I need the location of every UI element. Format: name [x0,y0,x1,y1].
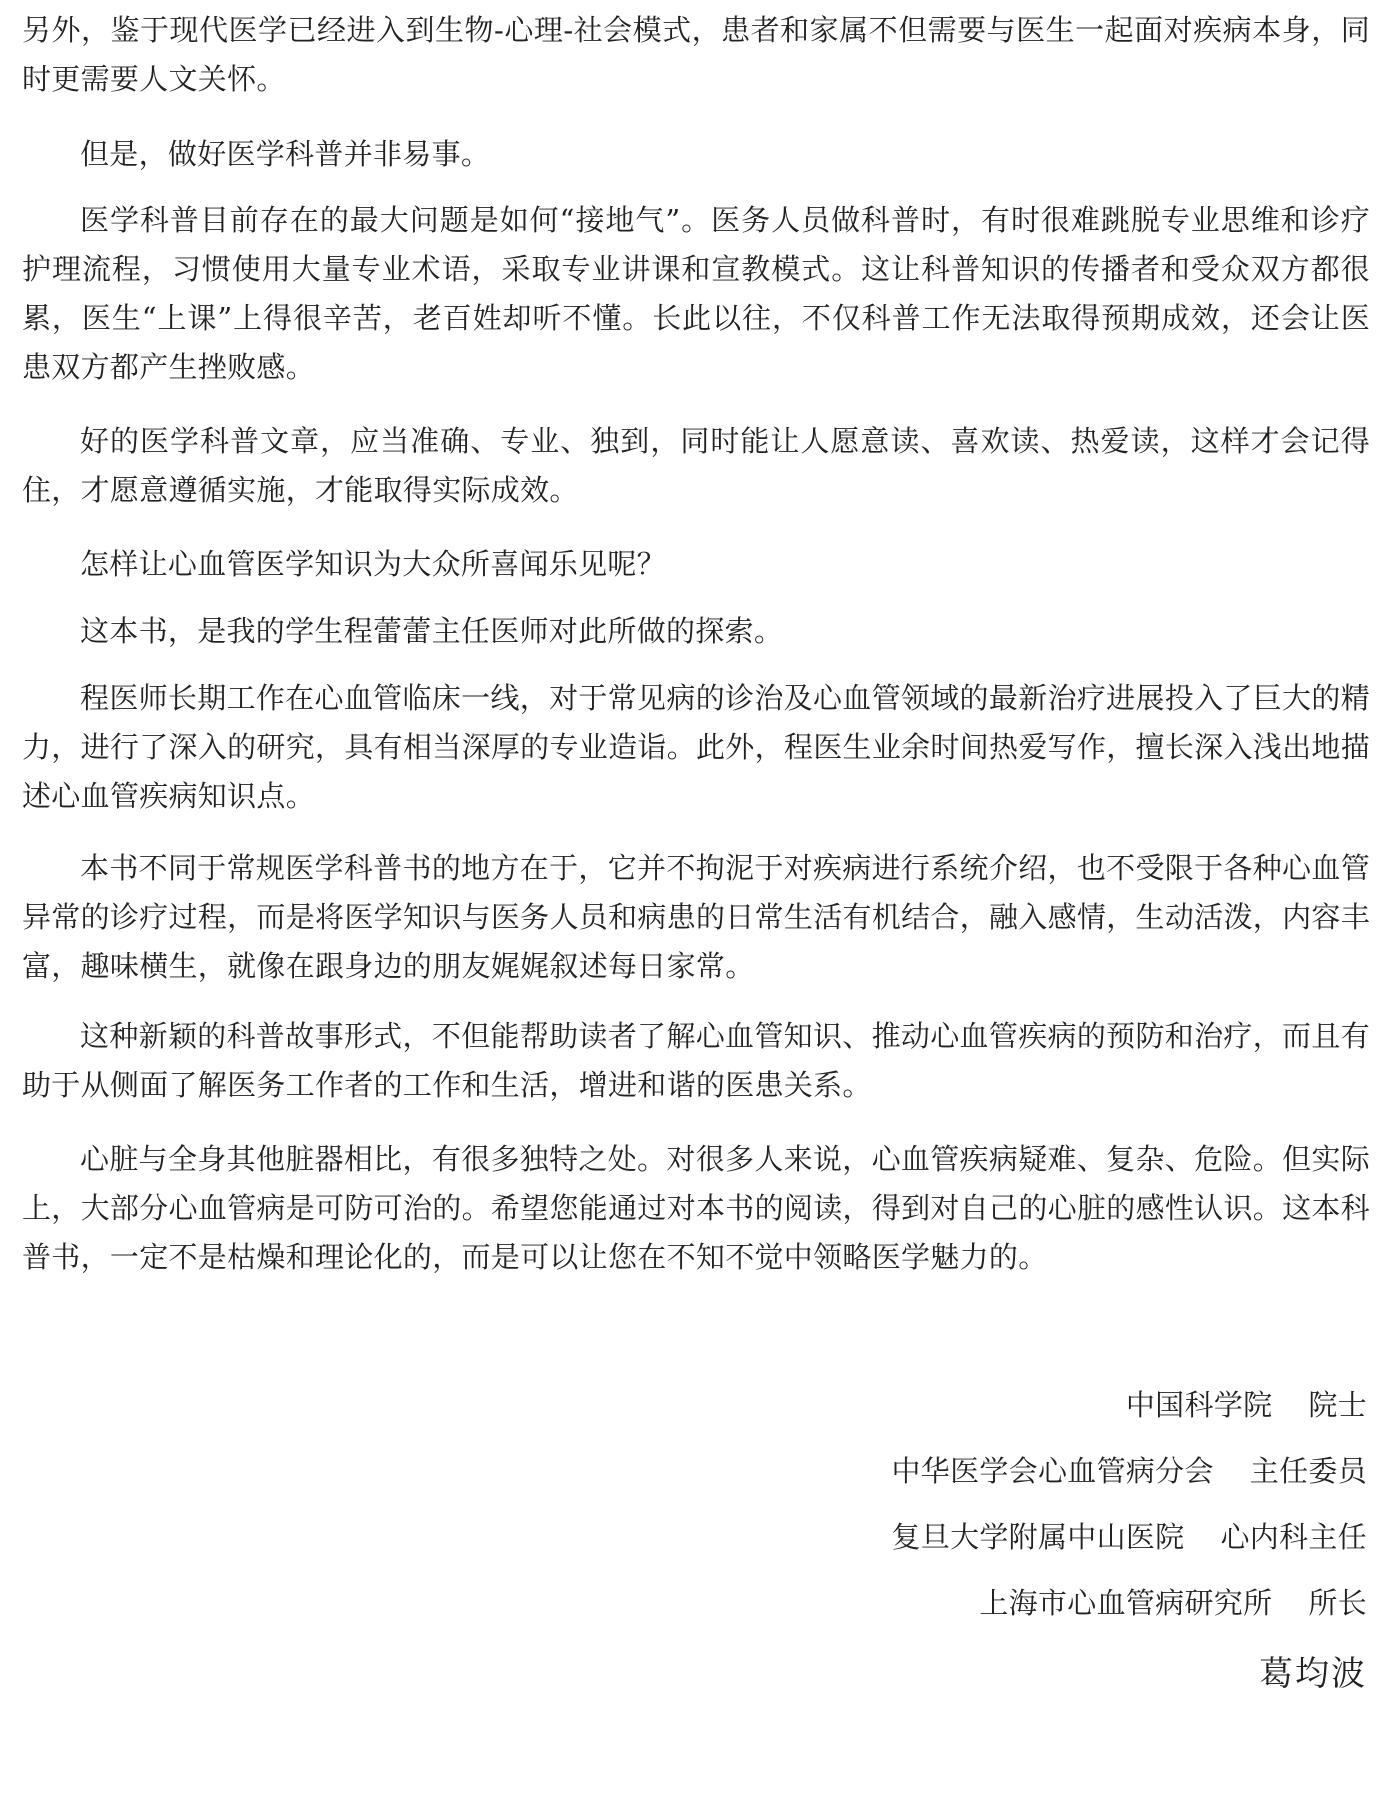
author-organization: 复旦大学附属中山医院 [891,1520,1185,1554]
paragraph: 心脏与全身其他脏器相比，有很多独特之处。对很多人来说，心血管疾病疑难、复杂、危险。但实际上，大部分心血管病是可防可治的。希望您能通过对本书的阅读，得到对自己的心脏的感性认识。这本科普书，一定不是枯燥和理论化的，而是可以让您在不知不觉中领略医学魅力的。 [22,1142,1370,1274]
author-organization: 中国科学院 [1125,1388,1273,1422]
paragraph: 这种新颖的科普故事形式，不但能帮助读者了解心血管知识、推动心血管疾病的预防和治疗，而且有助于从侧面了解医务工作者的工作和生活，增进和谐的医患关系。 [22,1019,1370,1102]
author-role: 所长 [1308,1586,1367,1620]
signature-block [891,1372,1367,1710]
paragraph: 医学科普目前存在的最大问题是如何“接地气”。医务人员做科普时，有时很难跳脱专业思维和诊疗护理流程，习惯使用大量专业术语，采取专业讲课和宣教模式。这让科普知识的传播者和受众双方都很累，医生“上课”上得很辛苦，老百姓却听不懂。长此以往，不仅科普工作无法取得预期成效，还会让医患双方都产生挫败感。 [22,203,1370,384]
author-role: 主任委员 [1249,1454,1367,1488]
paragraph: 另外，鉴于现代医学已经进入到生物-心理-社会模式，患者和家属不但需要与医生一起面对疾病本身，同时更需要人文关怀。 [22,13,1370,96]
author-organization: 中华医学会心血管病分会 [891,1454,1214,1488]
author-name: 葛均波 [1259,1654,1367,1694]
paragraph: 程医师长期工作在心血管临床一线，对于常见病的诊治及心血管领域的最新治疗进展投入了巨大的精力，进行了深入的研究，具有相当深厚的专业造诣。此外，程医生业余时间热爱写作，擅长深入浅出地描述心血管疾病知识点。 [22,681,1370,813]
paragraph: 但是，做好医学科普并非易事。 [80,137,491,171]
author-title-line [891,1570,1367,1636]
author-role: 心内科主任 [1220,1520,1367,1554]
author-organization: 上海市心血管病研究所 [979,1586,1273,1620]
author-role: 院士 [1308,1388,1367,1422]
paragraph: 本书不同于常规医学科普书的地方在于，它并不拘泥于对疾病进行系统介绍，也不受限于各种心血管异常的诊疗过程，而是将医学知识与医务人员和病患的日常生活有机结合，融入感情，生动活泼，内容丰富，趣味横生，就像在跟身边的朋友娓娓叙述每日家常。 [22,851,1370,983]
author-title-line [891,1372,1367,1438]
paragraph: 怎样让心血管医学知识为大众所喜闻乐见呢？ [80,547,667,581]
author-title-line [891,1504,1367,1570]
author-title-line [891,1438,1367,1504]
paragraph: 好的医学科普文章，应当准确、专业、独到，同时能让人愿意读、喜欢读、热爱读，这样才会记得住，才愿意遵循实施，才能取得实际成效。 [22,424,1370,507]
paragraph: 这本书，是我的学生程蕾蕾主任医师对此所做的探索。 [80,614,784,648]
